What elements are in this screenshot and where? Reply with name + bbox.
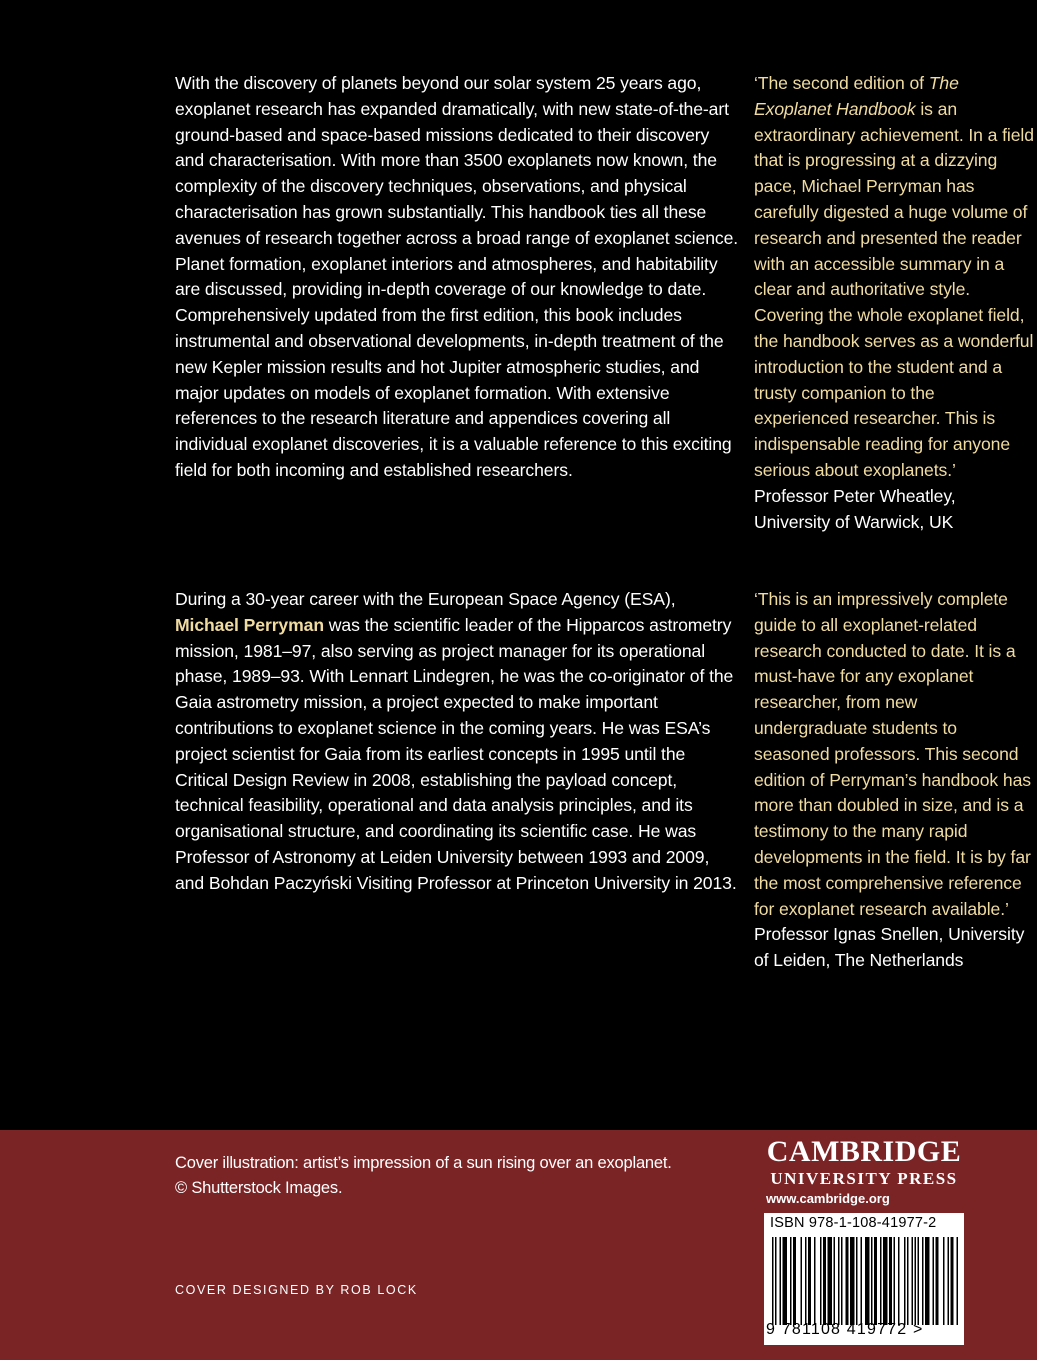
barcode-bar [883,1237,888,1325]
barcode-bar [898,1237,900,1325]
quote-1-text [754,73,1034,480]
quote-1-body: is an extraordinary achievement. In a field that is progressing at a dizzying pace, Michael Perryman has carefully digested a huge volume of research and presented the reader with an accessible summary in a clear and authoritative style. Covering the whole exoplanet field, the handbook serves as a wonderful introduction to the student and a trusty companion to the experienced researcher. This is indispensable reading for anyone serious about exoplanets.’ [754,98,1034,480]
barcode-bar [925,1237,930,1325]
barcode-bar [948,1237,950,1325]
publisher-url: www.cambridge.org [766,1191,890,1206]
publisher-subtitle: UNIVERSITY PRESS [770,1169,958,1188]
barcode-bar [957,1237,959,1325]
barcode-bar [915,1237,917,1325]
quote-1-attribution: Professor Peter Wheatley, University of Warwick, UK [754,485,956,532]
barcode-bars [772,1237,958,1325]
barcode-bar [951,1237,954,1325]
cover-designer: COVER DESIGNED BY ROB LOCK [175,1283,418,1297]
isbn-label: ISBN 978-1-108-41977-2 [770,1215,937,1231]
quote-1-open: ‘The second edition of [754,73,924,93]
barcode-bar [783,1237,788,1325]
cover-credit [175,1151,672,1201]
barcode-bar [793,1237,796,1325]
publisher-logo [764,1135,964,1209]
barcode-digits: 9 781108 419772 > [766,1321,924,1338]
author-bio-rest: was the scientific leader of the Hipparcos astrometry mission, 1981–97, also serving as project manager for its operational phase, 1989–93. With Lennart Lindegren, he was the co-originator of the Gaia astrometry mission, a project expected to make important contributions to exoplanet science in the coming years. He was ESA’s project scientist for Gaia from its earliest concepts in 1995 until the Critical Design Review in 2008, establishing the payload concept, technical feasibility, operational and data analysis principles, and its organisational structure, and coordinating its scientific case. He was Professor of Astronomy at Leiden University between 1993 and 2009, and Bohdan Paczyński Visiting Professor at Princeton University in 2013. [175,614,737,893]
barcode-bar [828,1237,833,1325]
barcode-bar [834,1237,836,1325]
barcode-bar [805,1237,807,1325]
author-bio [175,587,740,897]
barcode-bar [856,1237,858,1325]
barcode-bar [922,1237,924,1325]
quote-2-body: ‘This is an impressively complete guide to all exoplanet-related research conducted to date. It is a must-have for any exoplanet researcher, from new undergraduate students to seasoned professors. This second edition of Perryman’s handbook has more than doubled in size, and is a testimony to the many rapid developments in the field. It is by far the most comprehensive reference for exoplanet research available.’ [754,589,1031,919]
author-bio-intro: During a 30-year career with the European Space Agency (ESA), [175,589,676,609]
description-paragraph: With the discovery of planets beyond our solar system 25 years ago, exoplanet research has expanded dramatically, with new state-of-the-art ground-based and space-based missions dedicated to their discovery and characterisation. With more than 3500 exoplanets now known, the complexity of the discovery techniques, observations, and physical characterisation has grown substantially. This handbook ties all these avenues of research together across a broad range of exoplanet science. Planet formation, exoplanet interiors and atmospheres, and habitability are discussed, providing in-depth coverage of our knowledge to date. Comprehensively updated from the first edition, this book includes instrumental and observational developments, in-depth treatment of the new Kepler mission results and hot Jupiter atmospheric studies, and major updates on models of exoplanet formation. With extensive references to the research literature and appendices covering all individual exoplanet discoveries, it is a valuable reference to this exciting field for both incoming and established researchers. [175,73,739,480]
barcode-bar [808,1237,811,1325]
barcode-bar [775,1237,777,1325]
barcode-bar [912,1237,914,1325]
cover-credit-line-1: Cover illustration: artist’s impression of a sun rising over an exoplanet. [175,1154,672,1172]
barcode-bar [874,1237,877,1325]
barcode-bar [904,1237,906,1325]
barcode-bar [850,1237,855,1325]
cover-credit-line-2: © Shutterstock Images. [175,1179,343,1197]
endorsement-quote-2 [754,587,1034,974]
endorsement-quote-1 [754,71,1034,535]
barcode-bar [933,1237,935,1325]
barcode-bar [943,1237,945,1325]
quote-1-book-title: The Exoplanet Handbook [754,73,959,119]
barcode-bar [841,1237,843,1325]
barcode-bar [838,1237,840,1325]
barcode-bar [820,1237,822,1325]
barcode-bar [894,1237,896,1325]
barcode-bar [772,1237,774,1325]
barcode-bar [880,1237,882,1325]
author-name: Michael Perryman [175,614,324,635]
barcode-bar [907,1237,909,1325]
barcode-bar [936,1237,939,1325]
quote-2-attribution: Professor Ignas Snellen, University of Leiden, The Netherlands [754,924,1025,971]
barcode-bar [861,1237,863,1325]
barcode-bar [814,1237,816,1325]
barcode [764,1213,964,1345]
barcode-bar [865,1237,870,1325]
barcode-bar [889,1237,892,1325]
barcode-bar [780,1237,782,1325]
barcode-bar [801,1237,803,1325]
barcode-bar [790,1237,792,1325]
barcode-bar [918,1237,920,1325]
barcode-bar [871,1237,873,1325]
publisher-name: CAMBRIDGE [766,1135,962,1168]
barcode-bar [823,1237,826,1325]
barcode-bar [846,1237,849,1325]
